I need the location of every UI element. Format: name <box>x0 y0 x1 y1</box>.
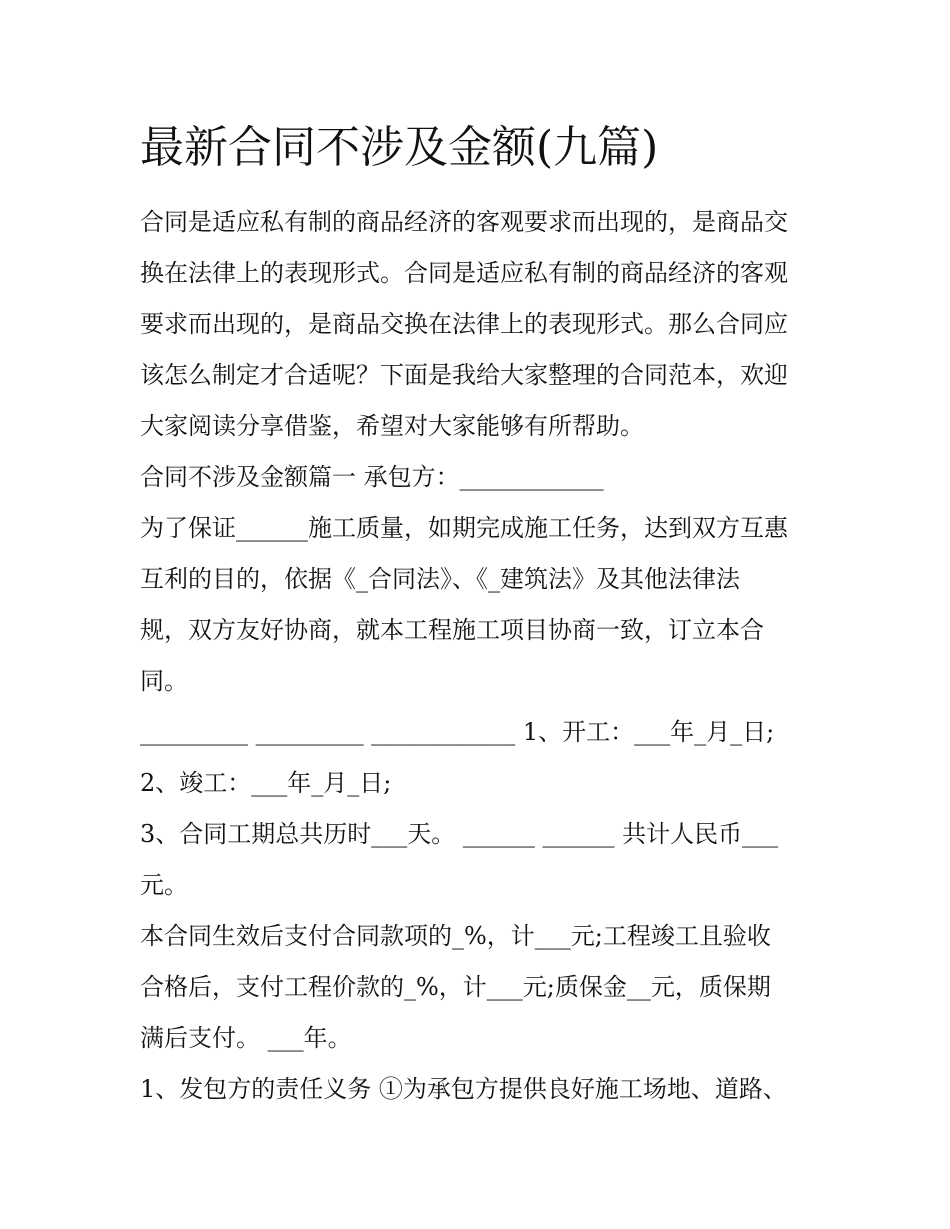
schedule-completion-line: 2、竣工：___年_月_日; <box>140 769 392 797</box>
document-title: 最新合同不涉及金额(九篇) <box>140 122 659 173</box>
purpose-line-2: 互利的目的，依据《_合同法》、《_建筑法》及其他法律法 <box>140 565 740 593</box>
intro-line-5: 大家阅读分享借鉴，希望对大家能够有所帮助。 <box>140 412 644 440</box>
payment-line-2: 合格后，支付工程价款的_%，计___元;质保金__元，质保期 <box>140 973 771 1001</box>
intro-line-4: 该怎么制定才合适呢？下面是我给大家整理的合同范本，欢迎 <box>140 361 788 389</box>
section-heading-contractor: 合同不涉及金额篇一 承包方：____________ <box>140 463 604 491</box>
schedule-duration-line: 3、合同工期总共历时___天。 ______ ______ 共计人民币___ <box>140 820 779 848</box>
payment-line-1: 本合同生效后支付合同款项的_%，计___元;工程竣工且验收 <box>140 922 771 950</box>
purpose-line-4: 同。 <box>140 667 188 695</box>
payment-line-3: 满后支付。 ___年。 <box>140 1024 352 1052</box>
intro-line-1: 合同是适应私有制的商品经济的客观要求而出现的，是商品交 <box>140 208 788 236</box>
purpose-line-1: 为了保证______施工质量，如期完成施工任务，达到双方互惠 <box>140 514 788 542</box>
employer-duties-line: 1、发包方的责任义务 ①为承包方提供良好施工场地、道路、 <box>140 1075 787 1103</box>
intro-line-3: 要求而出现的，是商品交换在法律上的表现形式。那么合同应 <box>140 310 788 338</box>
schedule-start-line: _________ _________ ____________ 1、开工：___年_月_日; <box>140 718 775 746</box>
intro-line-2: 换在法律上的表现形式。合同是适应私有制的商品经济的客观 <box>140 259 788 287</box>
schedule-duration-line-end: 元。 <box>140 871 188 899</box>
purpose-line-3: 规，双方友好协商，就本工程施工项目协商一致，订立本合 <box>140 616 764 644</box>
